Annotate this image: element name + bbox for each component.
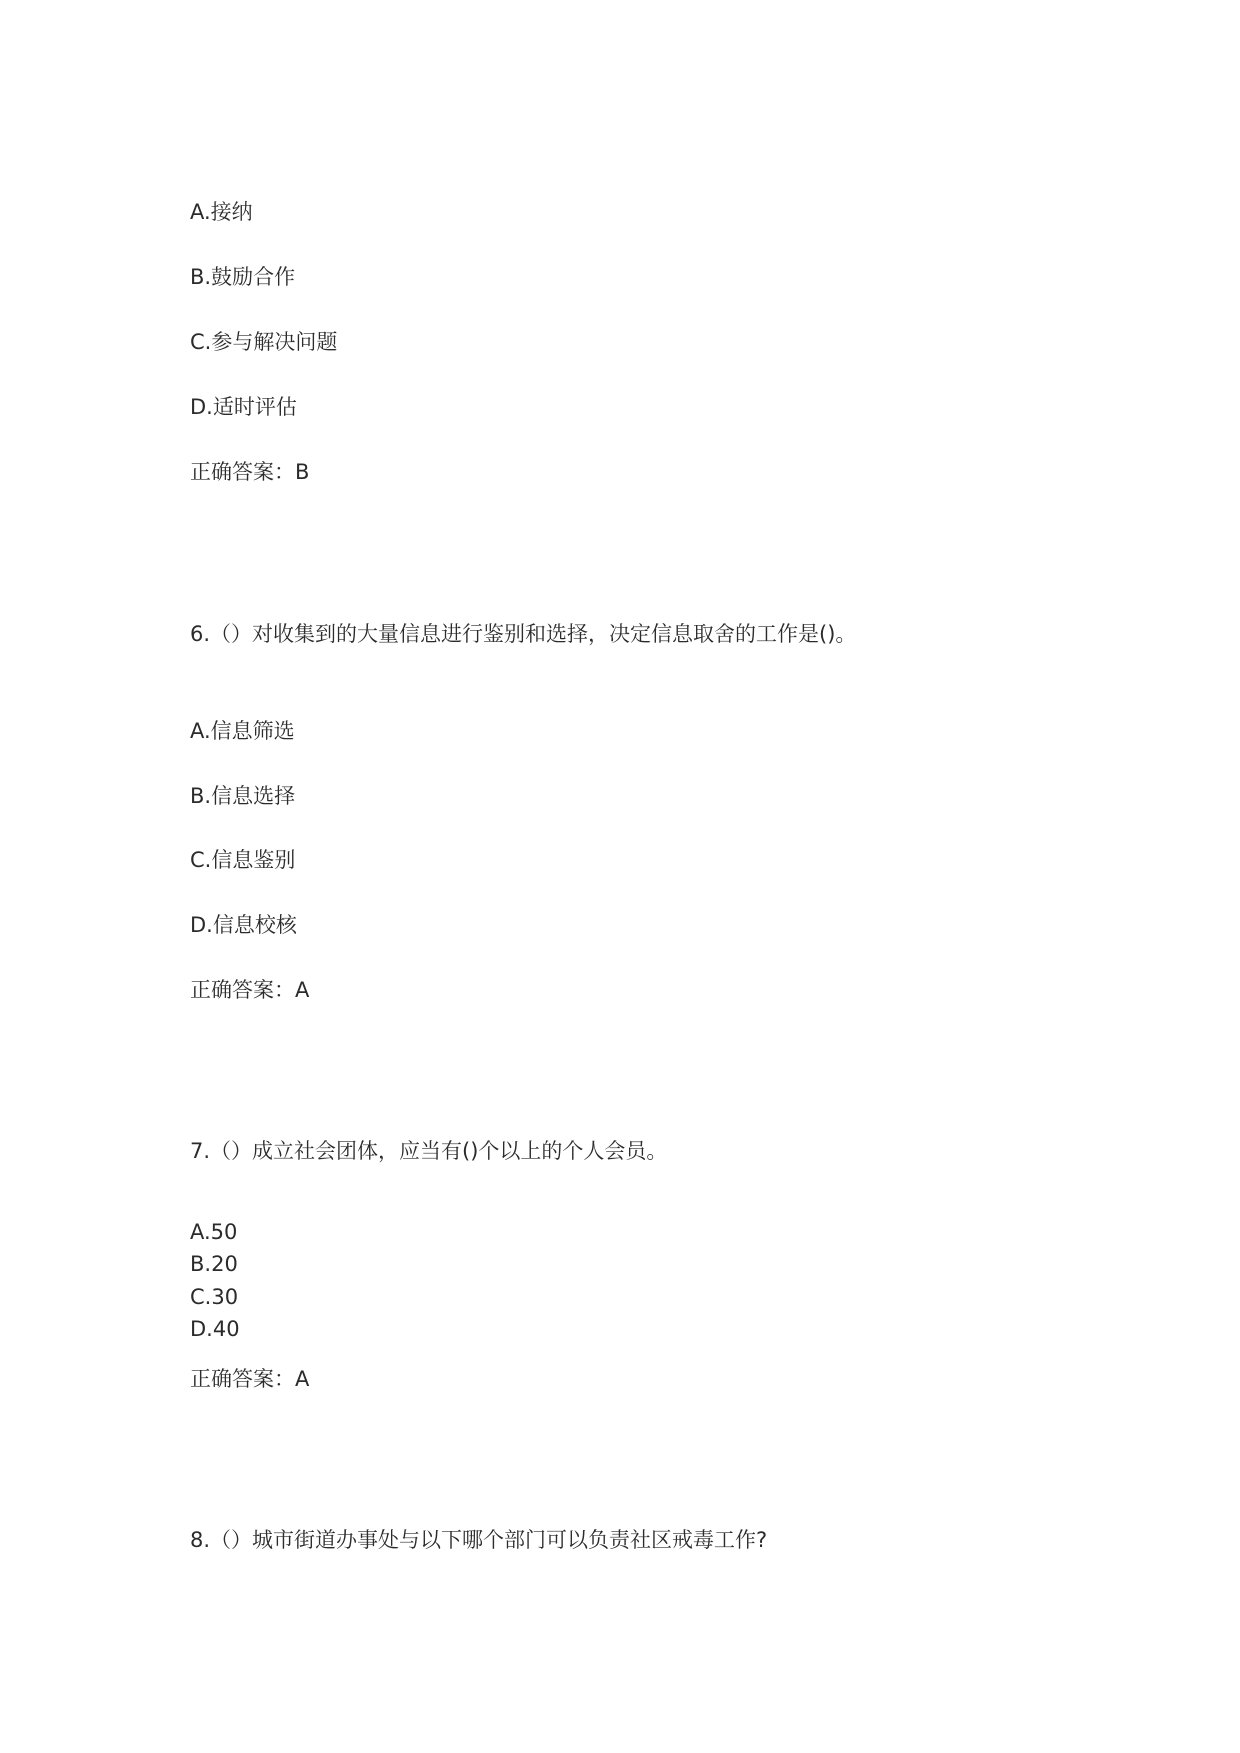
option-c: C.参与解决问题: [190, 330, 338, 354]
question-text: 8.（）城市街道办事处与以下哪个部门可以负责社区戒毒工作?: [190, 1528, 768, 1552]
answer-line: 正确答案：A: [190, 978, 310, 1002]
option-a: A.信息筛选: [190, 719, 295, 743]
option-b: B.20: [190, 1252, 238, 1276]
option-c: C.30: [190, 1285, 239, 1309]
option-a: A.50: [190, 1220, 238, 1244]
option-c: C.信息鉴别: [190, 848, 296, 872]
question-text: 7.（）成立社会团体，应当有()个以上的个人会员。: [190, 1139, 668, 1163]
option-d: D.适时评估: [190, 395, 297, 419]
option-b: B.信息选择: [190, 784, 296, 808]
option-d: D.信息校核: [190, 913, 297, 937]
question-text: 6.（）对收集到的大量信息进行鉴别和选择，决定信息取舍的工作是()。: [190, 622, 857, 646]
answer-line: 正确答案：A: [190, 1367, 310, 1391]
option-a: A.接纳: [190, 200, 253, 224]
option-d: D.40: [190, 1317, 240, 1341]
option-b: B.鼓励合作: [190, 265, 296, 289]
answer-line: 正确答案：B: [190, 460, 310, 484]
